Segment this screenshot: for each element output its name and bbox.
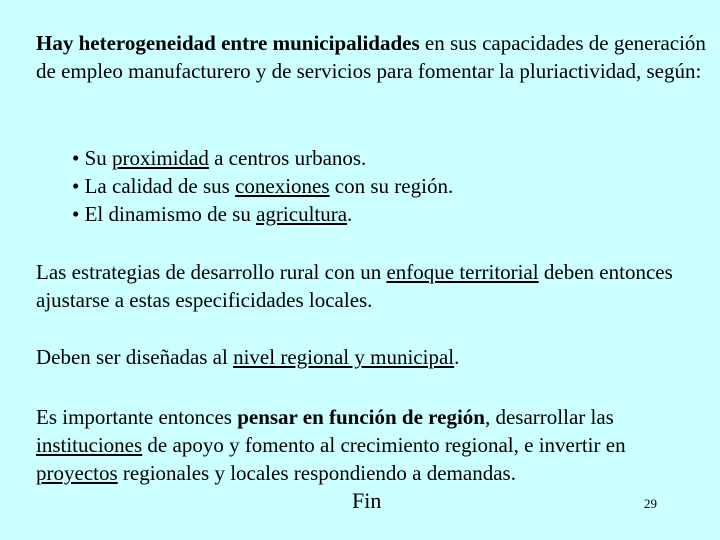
list-item <box>72 172 453 200</box>
para-underlined: instituciones <box>36 433 143 457</box>
design-paragraph <box>36 343 706 371</box>
intro-text: en sus capacidades de generación de empleo manufacturero y de servicios para fomentar la pluriactividad, según: <box>36 31 706 83</box>
para-text: Es importante entonces <box>36 405 238 429</box>
para-bold: pensar en función de región <box>237 405 485 429</box>
para-text: regionales y locales respondiendo a demandas. <box>117 461 516 485</box>
bullet-underlined: agricultura <box>256 202 348 226</box>
para-underlined: proyectos <box>36 461 118 485</box>
bullet-text: a centros urbanos. <box>208 146 367 170</box>
importance-paragraph <box>36 403 706 487</box>
list-item <box>72 144 453 172</box>
bullet-text: • Su <box>72 146 113 170</box>
para-text: Deben ser diseñadas al <box>36 345 234 369</box>
bullet-text: • El dinamismo de su <box>72 202 257 226</box>
bullet-text: • La calidad de sus <box>72 174 236 198</box>
para-text: deben entonces ajustarse a estas especificidades locales. <box>36 260 673 312</box>
fin-label: Fin <box>352 488 382 513</box>
bullet-underlined: conexiones <box>235 174 330 198</box>
para-text: . <box>454 345 460 369</box>
bullet-list <box>72 144 453 228</box>
para-underlined: enfoque territorial <box>386 260 539 284</box>
para-underlined: nivel regional y municipal <box>233 345 455 369</box>
intro-bold: Hay heterogeneidad entre municipalidades <box>36 31 420 55</box>
list-item <box>72 200 453 228</box>
bullet-underlined: proximidad <box>112 146 209 170</box>
page-number: 29 <box>644 496 657 511</box>
para-text: de apoyo y fomento al crecimiento regional, e invertir en <box>142 433 626 457</box>
strategy-paragraph <box>36 258 706 314</box>
bullet-text: . <box>347 202 353 226</box>
para-text: , desarrollar las <box>484 405 614 429</box>
bullet-text: con su región. <box>329 174 454 198</box>
para-text: Las estrategias de desarrollo rural con un <box>36 260 387 284</box>
intro-paragraph <box>36 29 706 85</box>
